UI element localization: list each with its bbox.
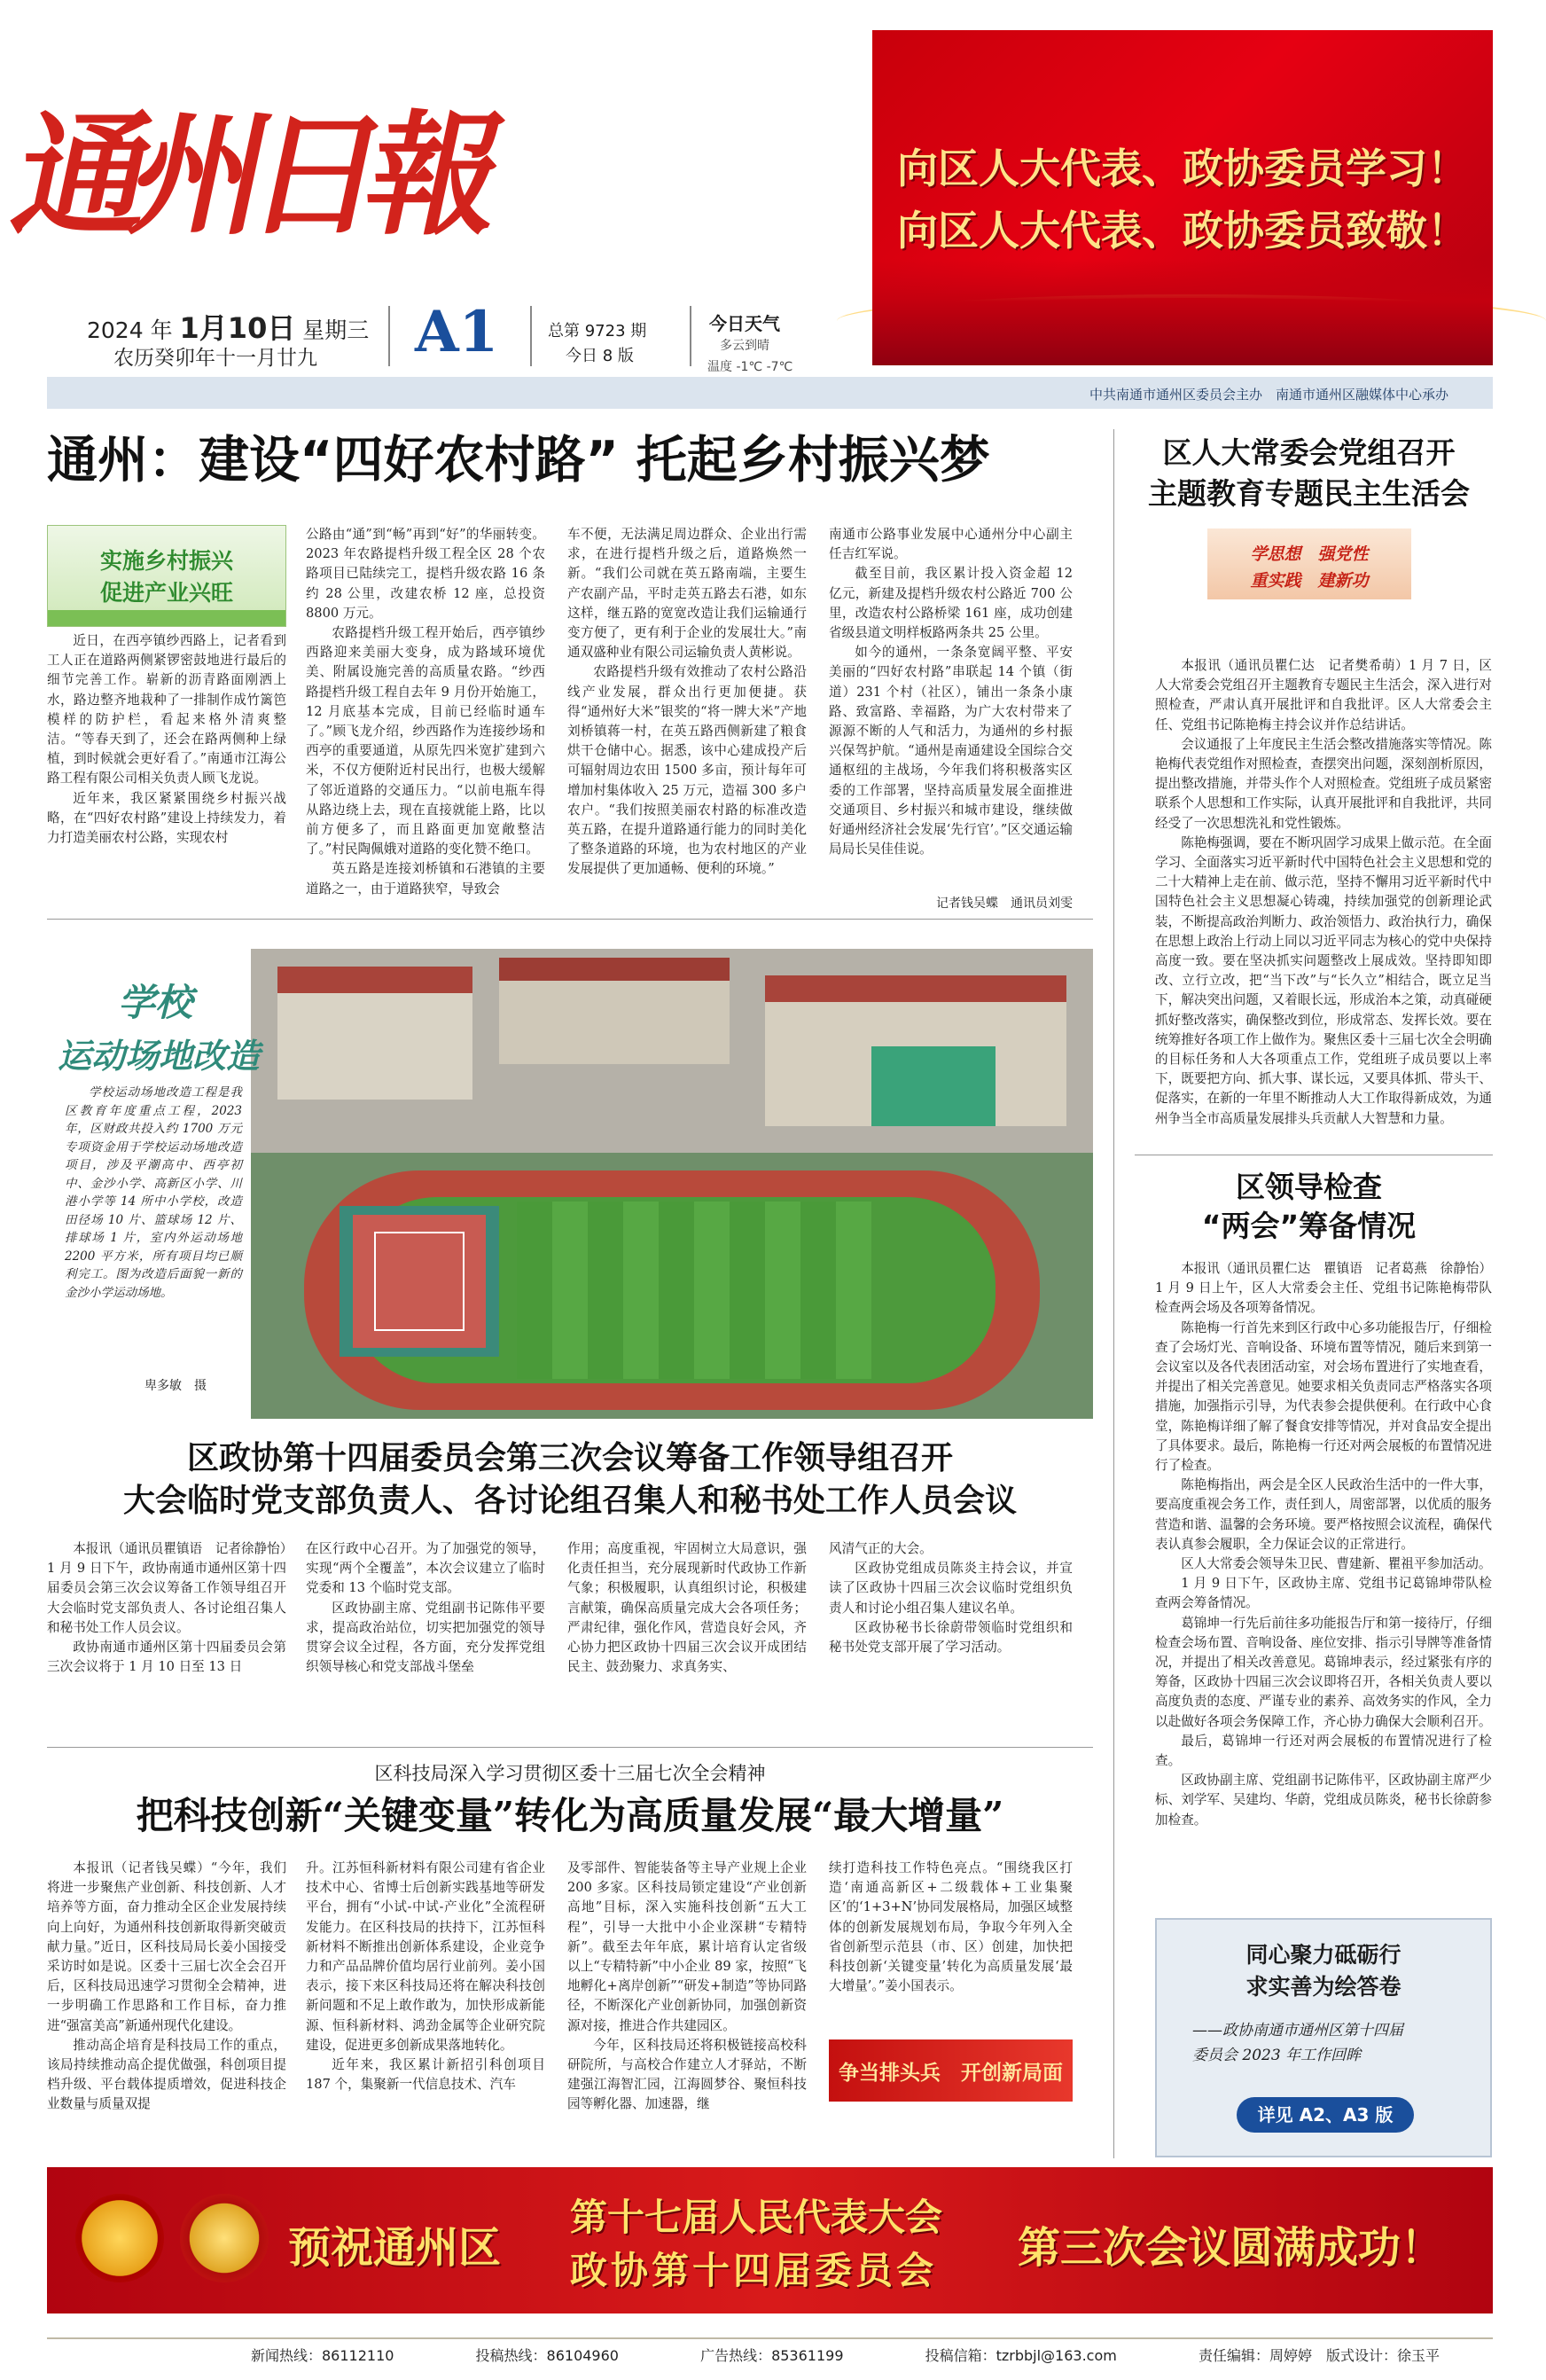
promo-slogan-text: 争当排头兵 开创新局面 xyxy=(839,2061,1063,2085)
paragraph: 英五路是连接刘桥镇和石港镇的主要道路之一，由于道路狭窄，导致会 xyxy=(306,861,545,896)
promo-title-1: 同心聚力砥砺行 xyxy=(1245,1942,1402,1968)
tech-column-1 xyxy=(47,1859,286,2156)
submit-email: 投稿信箱：tzrbbjl@163.com xyxy=(925,2346,1117,2364)
tech-column-2 xyxy=(306,1859,545,2156)
paragraph: 农路提档升级有效推动了农村公路沿线产业发展，群众出行更加便捷。获得“通州好大米”银奖的“将一牌大米”产地刘桥镇蒋一村，在英五路西侧新建了粮食烘干仓储中心。据悉，该中心建成投产后可辐射周边农田 1500 多亩，预计每年可增加村集体收入 25 万元，造福 300 多户农户。“我们按照美丽农村路的标准改造英五路，在提升道路通行能力的同时美化了整条道路的环境，也为农村地区的产业发展提供了更加通畅、便利的环境。” xyxy=(567,664,807,877)
lead-byline: 记者钱吴蝶 通讯员刘雯 xyxy=(936,896,1073,911)
page-count: 今日 8 版 xyxy=(566,347,634,365)
masthead-char-2: 州 xyxy=(119,98,269,254)
review-promo-box xyxy=(1155,1918,1492,2157)
paragraph: 如今的通州，一条条宽阔平整、平安美丽的“四好农村路”串联起 14 个镇（街道）231 个村（社区），铺出一条条小康路、致富路、幸福路，为广大农村带来了源源不断的人气和活力，为通州的乡村振兴保驾护航。“通州是南通建设全国综合交通枢纽的主战场，今年我们将积极落实区委的工作部署，坚持高质量发展全面推进交通项目、乡村振兴和城市建设，继续做好通州经济社会发展‘先行官’。”区交通运输局局长吴佳佳说。 xyxy=(829,645,1073,857)
right2-headline-2: “两会”筹备情况 xyxy=(1201,1209,1417,1243)
cppcc-headline-1: 区政协第十四届委员会第三次会议筹备工作领导组召开 xyxy=(186,1439,953,1476)
photo-block xyxy=(47,949,1093,1419)
divider xyxy=(47,1747,1093,1748)
paragraph: 本报讯（记者钱吴蝶）“今年，我们将进一步聚焦产业创新、科技创新、人才培养等方面，奋力推动全区企业发展持续向上向好，为通州科技创新取得新突破贡献力量。”近日，区科技局局长姜小国接受采访时如是说。区委十三届七次全会召开后，区科技局迅速学习贯彻全会精神，进一步明确工作思路和工作目标，奋力推进“强富美高”新通州现代化建设。 xyxy=(47,1860,286,2033)
weather-desc: 多云到晴 xyxy=(720,339,769,353)
banner-line-2: 向区人大代表、政协委员致敬！ xyxy=(897,207,1468,254)
paragraph: 在区行政中心召开。为了加强党的领导，实现“两个全覆盖”，本次会议建立了临时党委和 13 个临时党支部。 xyxy=(306,1541,545,1596)
seal-line-1: 学思想 强党性 xyxy=(1250,544,1369,564)
editors: 责任编辑：周婷婷 版式设计：徐玉平 xyxy=(1198,2346,1440,2364)
banner-right-text: 第三次会议圆满成功！ xyxy=(1018,2223,1444,2273)
banner-mid-line-1: 第十七届人民代表大会 xyxy=(570,2196,943,2239)
paragraph: 区政协秘书长徐蔚带领临时党组织和秘书处党支部开展了学习活动。 xyxy=(829,1619,1073,1656)
photo-caption xyxy=(65,1084,242,1367)
masthead-char-4: 報 xyxy=(353,98,504,254)
masthead-logo xyxy=(2,43,504,309)
paragraph: 推动高企培育是科技局工作的重点，该局持续推动高企提优做强，科创项目提档升级、平台载体提质增效，促进科技企业数量与质量双提 xyxy=(47,2037,286,2112)
national-emblem-icon xyxy=(75,2194,164,2282)
lead-column-1 xyxy=(47,631,286,915)
paragraph: 陈艳梅一行首先来到区行政中心多功能报告厅，仔细检查了会场灯光、音响设备、环境布置等情况，随后来到第一会议室以及各代表团活动室，对会场布置进行了实地查看，并提出了相关完善意见。她要求相关负责同志严格落实各项措施，加强指示引导，为代表参会提供便利。在行政中心食堂，陈艳梅详细了解了餐食安排等情况，并对食品安全提出了具体要求。最后，陈艳梅一行还对两会展板的布置情况进行了检查。 xyxy=(1155,1319,1492,1474)
cppcc-column-1 xyxy=(47,1539,286,1752)
paragraph: 1 月 9 日下午，区政协主席、党组书记葛锦坤带队检查两会筹备情况。 xyxy=(1155,1576,1492,1611)
paragraph: 区政协党组成员陈炎主持会议，并宣读了区政协十四届三次会议临时党组织负责人和讨论小组召集人建议名单。 xyxy=(829,1561,1073,1616)
publisher-bar: 中共南通市通州区委员会主办 南通市通州区融媒体中心承办 xyxy=(47,377,1493,409)
paragraph: 区政协副主席、党组副书记陈伟平，区政协副主席严少标、刘学军、吴建均、华蔚，党组成员陈炎，秘书长徐蔚参加检查。 xyxy=(1155,1773,1492,1828)
bottom-banner xyxy=(47,2167,1493,2313)
paragraph: 陈艳梅指出，两会是全区人民政治生活中的一件大事，要高度重视会务工作，责任到人，周密部署，以优质的服务营造和谐、温馨的会务环境。要严格按照会议流程，确保代表认真参会履职，全力保证会议的正常进行。 xyxy=(1155,1477,1492,1552)
promo-sub-1: ——政协南通市通州区第十四届 xyxy=(1192,2022,1403,2039)
ad-hotline: 广告热线：85361199 xyxy=(700,2346,844,2364)
divider xyxy=(530,306,532,366)
paragraph: 本报讯（通讯员瞿镇语 记者徐静怡）1 月 9 日下午，政协南通市通州区第十四届委员会第三次会议筹备工作领导组召开大会临时党支部负责人、各讨论组召集人和秘书处工作人员会议。 xyxy=(47,1541,286,1635)
paragraph: 作用；高度重视，牢固树立大局意识，强化责任担当，充分展现新时代政协工作新气象；积极履职，认真组织讨论，积极建言献策，确保高质量完成大会各项任务；严肃纪律，强化作风，营造良好会风，齐心协力把区政协十四届三次会议开成团结民主、鼓劲聚力、求真务实、 xyxy=(567,1541,807,1675)
paragraph: 及零部件、智能装备等主导产业规上企业 200 多家。区科技局锁定建设“产业创新高地”目标，深入实施科技创新“五大工程”，引导一大批中小企业深耕“专精特新”。截至去年年底，累计培育认定省级以上“专精特新”中小企业 89 家，按照“飞地孵化+离岸创新”“研发+制造”等协同路径，不断深化产业创新协同，加强创新资源对接，推进合作共建园区。 xyxy=(567,1860,807,2033)
paragraph: 截至目前，我区累计投入资金超 12 亿元，新建及提档升级农村公路近 700 公里，改造农村公路桥梁 161 座，成功创建省级县道文明样板路两条共 25 公里。 xyxy=(829,566,1073,641)
right1-headline-1: 区人大常委会党组召开 xyxy=(1162,435,1456,470)
paragraph: 最后，葛锦坤一行还对两会展板的布置情况进行了检查。 xyxy=(1155,1733,1492,1769)
tech-column-3 xyxy=(567,1859,807,2156)
paragraph: 区人大常委会领导朱卫民、曹建新、瞿祖平参加活动。 xyxy=(1181,1556,1492,1572)
lead-column-4 xyxy=(829,525,1073,889)
divider xyxy=(47,919,1093,920)
paragraph: 近年来，我区累计新招引科创项目 187 个，集聚新一代信息技术、汽车 xyxy=(306,2057,545,2093)
divider xyxy=(388,306,390,366)
submit-hotline: 投稿热线：86104960 xyxy=(475,2346,619,2364)
paragraph: 会议通报了上年度民主生活会整改措施落实等情况。陈艳梅代表党组作对照检查，查摆突出问题，深刻剖析原因，提出整改措施，并带头作个人对照检查。党组班子成员紧密联系个人思想和工作实际，认真开展批评和自我批评，共同经受了一次思想洗礼和党性锻炼。 xyxy=(1155,736,1492,831)
lead-column-3 xyxy=(567,525,807,915)
lead-column-2 xyxy=(306,525,545,915)
column-divider xyxy=(1113,429,1114,2158)
cppcc-column-2 xyxy=(306,1539,545,1752)
right1-headline-2: 主题教育专题民主生活会 xyxy=(1148,476,1470,511)
masthead-char-1: 通 xyxy=(2,98,152,254)
divider xyxy=(690,306,691,366)
paragraph: 区政协副主席、党组副书记陈伟平要求，提高政治站位，切实把加强党的领导贯穿会议全过程，各方面，充分发挥党组织领导核心和党支部战斗堡垒 xyxy=(306,1600,545,1675)
paragraph: 公路由“通”到“畅”再到“好”的华丽转变。2023 年农路提档升级工程全区 28 个农路项目已陆续完工，提档升级农路 16 条约 28 公里，改建农桥 12 座，总投资 8800 万元。 xyxy=(306,527,545,621)
date-main: 1月10日 xyxy=(179,311,296,345)
issue-number: 总第 9723 期 xyxy=(548,322,647,341)
cppcc-column-3 xyxy=(567,1539,807,1752)
badge-line-2: 促进产业兴旺 xyxy=(99,580,233,606)
weather-title: 今日天气 xyxy=(709,313,780,334)
paragraph: 今年，区科技局还将积极链接高校科研院所，与高校合作建立人才驿站，不断建强江海智汇园，江海圆梦谷、聚恒科技园等孵化器、加速器，继 xyxy=(567,2037,807,2112)
paragraph: 近日，在西亭镇纱西路上，记者看到工人正在道路两侧紧锣密鼓地进行最后的细节完善工作。崭新的沥青路面刚洒上水，路边整齐地栽种了一排制作成竹篱笆模样的防护栏，看起来格外清爽整洁。“等春天到了，还会在路两侧种上绿植，到时候就会更好看了。”南通市江海公路工程有限公司相关负责人顾飞龙说。 xyxy=(47,633,286,787)
news-hotline: 新闻热线：86112110 xyxy=(251,2346,394,2364)
see-pages-link[interactable]: 详见 A2、A3 版 xyxy=(1237,2097,1414,2133)
banner-line-1: 向区人大代表、政协委员学习！ xyxy=(897,145,1468,192)
cppcc-column-4 xyxy=(829,1539,1073,1752)
tech-headline: 把科技创新“关键变量”转化为高质量发展“最大增量” xyxy=(136,1794,1004,1837)
badge-grass xyxy=(48,610,285,626)
right1-body xyxy=(1155,656,1492,1126)
weekday: 星期三 xyxy=(302,317,370,343)
paragraph: 陈艳梅强调，要在不断巩固学习成果上做示范。在全面学习、全面落实习近平新时代中国特色社会主义思想和党的二十大精神上走在前、做示范，坚持不懈用习近平新时代中国特色社会主义思想凝心铸魂，持续加强党的创新理论武装，不断提高政治判断力、政治领悟力、政治执行力，确保在思想上政治上行动上同以习近平同志为核心的党中央保持高度一致。要在坚决抓实问题整改上展成效。坚持即知即改、立行立改，把“当下改”与“长久立”相结合，既立足当下，解决突出问题，又着眼长远，形成治本之策，动真碰硬抓好整改落实，确保整改到位，形成常态、发挥长效。要在统筹推好各项工作上做作为。聚焦区委十三届七次全会明确的目标任务和人大各项重点工作，党组班子成员要以上率下，既要把方向、抓大事、谋长远，又要具体抓、带头干、促落实，在新的一年里不断推动人大工作取得新成效，为通州争当全市高质量发展排头兵贡献人大智慧和力量。 xyxy=(1155,834,1492,1126)
paragraph: 本报讯（通讯员瞿仁达 记者樊希萌）1 月 7 日，区人大常委会党组召开主题教育专题民主生活会，深入进行对照检查，严肃认真开展批评和自我批评。区人大常委会主任、党组书记陈艳梅主持会议并作总结讲话。 xyxy=(1155,658,1492,732)
paragraph: 农路提档升级工程开始后，西亭镇纱西路迎来美丽大变身，成为路域环境优美、附属设施完善的高质量农路。“纱西路提档升级工程自去年 9 月份开始施工，12 月底基本完成，目前已经临时通车了。”顾飞龙介绍，纱西路作为连接纱场和西亭的重要通道，从原先四米宽扩建到六米，不仅方便附近村民出行，也极大缓解了邻近道路的交通压力。“以前电瓶车得从路边绕上去，现在直接就能上路，比以前方便多了，而且路面更加宽敞整洁了。”村民陶佩娥对道路的变化赞不绝口。 xyxy=(306,625,545,857)
banner-left-text: 预祝通州区 xyxy=(288,2223,502,2273)
paragraph: 续打造科技工作特色亮点。“围绕我区打造‘南通高新区+二级载体+工业集聚区’的‘1+3+N’协同发展格局，加强区域整体的创新发展规划布局，争取今年列入全省创新型示范县（市、区）创建，加快把科技创新‘关键变量’转化为高质量发展‘最大增量’。”姜小国表示。 xyxy=(829,1860,1073,1994)
paragraph: 南通市公路事业发展中心通州分中心副主任吉红军说。 xyxy=(829,527,1073,562)
paragraph: 政协南通市通州区第十四届委员会第三次会议将于 1 月 10 日至 13 日 xyxy=(47,1640,286,1675)
banner-mid-line-2: 政协第十四届委员会 xyxy=(570,2249,938,2292)
paragraph: 风清气正的大会。 xyxy=(829,1541,933,1556)
slogan-seal xyxy=(1207,528,1411,599)
masthead-char-3: 日 xyxy=(236,98,386,254)
tech-column-4 xyxy=(829,1859,1073,2036)
date-info-bar xyxy=(87,299,1493,377)
footer-bar xyxy=(47,2337,1493,2369)
tech-kicker: 区科技局深入学习贯彻区委十三届七次全会精神 xyxy=(374,1763,766,1784)
right2-body xyxy=(1155,1259,1492,1898)
paragraph: 本报讯（通讯员瞿仁达 瞿镇语 记者葛燕 徐静怡）1 月 9 日上午，区人大常委会主任、党组书记陈艳梅带队检查两会场及各项筹备情况。 xyxy=(1155,1261,1492,1316)
cppcc-emblem-icon xyxy=(180,2194,269,2282)
edition-number: A1 xyxy=(415,299,499,365)
paragraph: 葛锦坤一行先后前往多功能报告厅和第一接待厅，仔细检查会场布置、音响设备、座位安排、指示引导牌等准备情况，并提出了相关改善意见。葛锦坤表示，经过紧张有序的筹备，区政协十四届三次会议即将召开，各相关负责人要以高度负责的态度、严谨专业的素养、高效务实的作风，全力以赴做好各项会务保障工作，齐心协力确保大会顺利召开。 xyxy=(1155,1615,1492,1729)
seal-line-2: 重实践 建新功 xyxy=(1250,571,1369,591)
school-sports-field-photo xyxy=(251,949,1093,1419)
right2-headline-1: 区领导检查 xyxy=(1236,1170,1382,1204)
photo-credit: 卑多敏 摄 xyxy=(144,1379,207,1393)
weather-temp: 温度 -1℃ -7℃ xyxy=(707,360,793,374)
badge-line-1: 实施乡村振兴 xyxy=(99,548,233,574)
photo-title-line-2: 运动场地改造 xyxy=(58,1036,261,1076)
paragraph: 近年来，我区紧紧围绕乡村振兴战略，在“四好农村路”建设上持续发力，着力打造美丽农村公路，实现农村 xyxy=(47,790,286,846)
lunar-date: 农历癸卯年十一月廿九 xyxy=(113,347,317,370)
lead-headline: 通州：建设“四好农村路” 托起乡村振兴梦 xyxy=(47,431,990,489)
promo-title-2: 求实善为绘答卷 xyxy=(1245,1974,1402,2000)
rural-badge xyxy=(47,525,286,627)
paragraph: 升。江苏恒科新材料有限公司建有省企业技术中心、省博士后创新实践基地等研发平台，拥有“小试-中试-产业化”全流程研发能力。在区科技局的扶持下，江苏恒科新材料不断推出创新体系建设，企业竞争力和产品品牌价值均居行业前列。姜小国表示，接下来区科技局还将在解决科技创新问题和不足上敢作敢为，加快形成新能源、恒科新材料、鸿劲金属等企业研究院建设，促进更多创新成果落地转化。 xyxy=(306,1860,545,2053)
cppcc-headline-2: 大会临时党支部负责人、各讨论组召集人和秘书处工作人员会议 xyxy=(122,1482,1017,1519)
photo-title-line-1: 学校 xyxy=(118,981,193,1024)
promo-slogan xyxy=(829,2039,1073,2102)
promo-sub-2: 委员会 2023 年工作回眸 xyxy=(1192,2047,1362,2064)
paragraph: 车不便，无法满足周边群众、企业出行需求，在进行提档升级之后，道路焕然一新。“我们公司就在英五路南端，主要生产农副产品，平时走英五路去石港，如东这样，继五路的宽宽改造让我们运输通行变方便了，更有利于企业的发展壮大。”南通双盛种业有限公司运输负责人黄彬说。 xyxy=(567,527,807,661)
date-prefix: 2024 年 xyxy=(87,317,173,343)
caption-text: 学校运动场地改造工程是我区教育年度重点工程，2023 年，区财政共投入约 1700 万元专项资金用于学校运动场地改造项目，涉及平潮高中、西亭初中、金沙小学、高新区小学、川港小学等 14 所中小学校，改造田径场 10 片、篮球场 12 片、排球场 1 片，室内外运动场地 2200 平方米，所有项目均已顺利完工。图为改造后面貌一新的金沙小学运动场地。 xyxy=(65,1085,242,1300)
